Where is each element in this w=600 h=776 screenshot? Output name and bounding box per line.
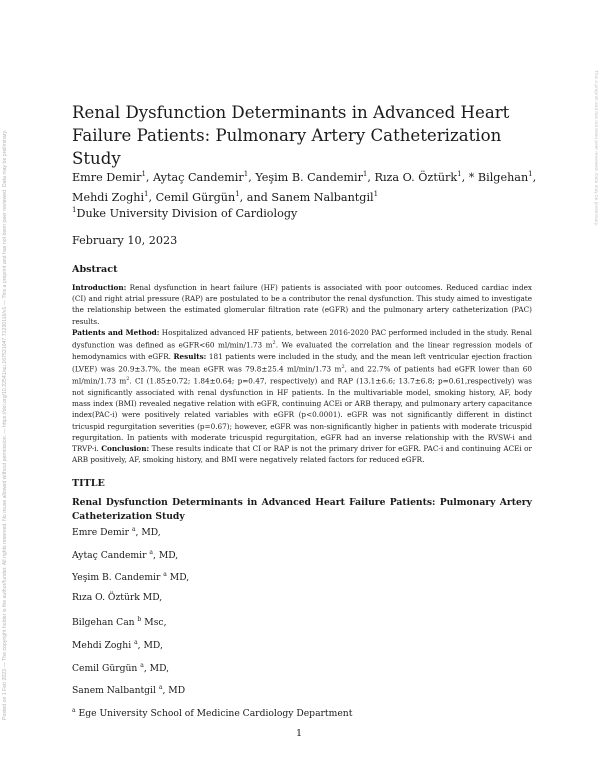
author-name: Rıza O. Öztürk: [374, 171, 458, 184]
results-text-3: . CI (1.85±0.72; 1.84±0.64; p=0.47, respectively) and RAP (13.1±6.6; 13.7±6.8; p=0.61,respectively) was not significantly associated with renal dysfunction in HF patients. In the multivariable model, smoking history, AF, body mass index (BMI) revealed negative relation with eGFR, continuing ACEi or ARB therapy, and pulmonary artery capacitance index(PAC-i) were positively related variables with eGFR (p<0.0001). eGFR was not significantly different in distinct tricuspid regurgitation severities (p=0.67); however, eGFR was non-significantly higher in patients with moderate tricuspid regurgitation. In patients with moderate tricuspid regurgitation, eGFR had an inverse relationship with the RVSW-i and TRVP-i.: [72, 376, 532, 454]
results-sup-2: 2: [126, 376, 130, 383]
results-label: Results:: [173, 351, 207, 361]
author-line-name: Bilgehan Can: [72, 617, 135, 629]
preprint-sidebar-notice: Posted on 1 Feb 2023 — The copyright holder is the author/funder. All rights reserved. No reuse allowed without permission. — https://doi.org/10.22541/au.167521047.71230116/v1 — This a preprint and has not been peer reviewed. Data may be preliminary.: [2, 129, 8, 720]
preprint-right-notice: This a preprint and has not been peer reviewed. Data may be preliminary.: [593, 70, 598, 227]
author-line-credentials: Msc,: [141, 617, 167, 629]
title-section-heading: TITLE: [72, 478, 105, 489]
author-name: Cemil Gürgün: [155, 191, 236, 204]
methods-text-2: . We evaluated the correlation and the linear regression models of hemodynamics with eGFR.: [72, 340, 532, 361]
abstract-heading: Abstract: [72, 264, 118, 275]
results-text-2: , and 22.7% of patients had eGFR lower than 60 ml/min/1.73 m: [72, 364, 532, 386]
author-name: Yeşim B. Candemir: [255, 171, 363, 184]
author-line: [72, 546, 532, 569]
affiliation-marker: 1: [72, 206, 77, 214]
affiliation-text: Duke University Division of Cardiology: [76, 207, 298, 220]
author-separator: ,: [145, 171, 154, 184]
author-line-marker: a: [163, 571, 167, 579]
author-line: [72, 659, 532, 682]
author-conjunction: and: [246, 191, 268, 204]
affiliation: [72, 206, 297, 220]
author-name: * Bilgehan: [468, 171, 529, 184]
author-name: Emre Demir: [72, 171, 142, 184]
author-line-name: Rıza O. Öztürk MD,: [72, 591, 163, 603]
author-line-name: Mehdi Zoghi: [72, 639, 132, 651]
author-affiliation-marker: 1: [141, 170, 146, 178]
author-line: [72, 591, 532, 614]
author-line: [72, 568, 532, 591]
author-affiliation-marker: 1: [362, 170, 368, 178]
author-line-marker: a: [158, 684, 163, 692]
author-block: [72, 166, 542, 206]
author-separator: ,: [461, 171, 469, 184]
author-separator: ,: [367, 171, 375, 184]
author-line-credentials: , MD,: [137, 639, 163, 651]
author-line-marker: a: [131, 526, 136, 533]
author-separator: ,: [248, 171, 256, 184]
author-affiliation-marker: 1: [528, 170, 533, 178]
department-line: [72, 704, 532, 721]
author-line-name: Aytaç Candemir: [72, 549, 147, 561]
author-affiliation-marker: 1: [457, 170, 462, 178]
results-text: 181 patients were included in the study, and the mean left ventricular ejection fraction (LVEF) was 20.9±3.7%, the mean eGFR was 79.8±25.4 ml/min/1.73 m: [72, 351, 532, 374]
author-line-credentials: , MD,: [135, 527, 161, 538]
author-line-name: Cemil Gürgün: [72, 662, 138, 674]
author-name: Aytaç Candemir: [153, 171, 244, 184]
results-sup: 2: [341, 363, 345, 370]
author-separator: ,: [239, 191, 247, 204]
author-line-name: Emre Demir: [72, 527, 130, 538]
intro-label: Introduction:: [72, 283, 127, 292]
methods-label: Patients and Method:: [72, 327, 160, 337]
intro-text: Renal dysfunction in heart failure (HF) patients is associated with poor outcomes. Reduced cardiac index (CI) and right atrial pressure (RAP) are postulated to be a contributor the renal dysfunction. This study aimed to investigate the relationship between the estimated glomerular filtration rate (eGFR) and the pulmonary artery catheterization (PAC) results.: [72, 283, 532, 326]
author-line-name: Sanem Nalbantgil: [72, 685, 156, 697]
author-affiliation-marker: 1: [144, 190, 149, 198]
author-separator: ,: [532, 171, 537, 184]
author-line-credentials: , MD,: [143, 662, 170, 674]
author-line-marker: a: [140, 661, 144, 669]
author-affiliation-marker: 1: [373, 190, 379, 198]
author-line: [72, 636, 532, 659]
author-affiliation-marker: 1: [235, 190, 240, 198]
author-line-credentials: , MD: [162, 685, 186, 697]
methods-sup: 2: [272, 340, 276, 347]
author-line: [72, 681, 532, 704]
methods-text: Hospitalized advanced HF patients, between 2016-2020 PAC performed included in the study. Renal dysfunction was defined as eGFR<60 ml/min/1.73 m: [72, 327, 532, 350]
author-separator: ,: [148, 191, 156, 204]
department-marker: a: [72, 706, 76, 714]
page-number: 1: [296, 728, 303, 739]
author-line-credentials: MD,: [166, 572, 190, 584]
title-section-subtitle: Renal Dysfunction Determinants in Advanced Heart Failure Patients: Pulmonary Artery Catheterization Study: [72, 497, 532, 522]
publication-date: February 10, 2023: [72, 234, 178, 247]
conclusion-label: Conclusion:: [101, 444, 150, 454]
abstract-body: [72, 282, 532, 465]
author-affiliation-marker: 1: [243, 170, 249, 178]
author-line-name: Yeşim B. Candemir: [72, 572, 161, 584]
author-line: [72, 613, 532, 636]
author-name: Sanem Nalbantgil: [271, 191, 374, 204]
department-text: Ege University School of Medicine Cardiology Department: [75, 707, 353, 719]
author-line-marker: a: [149, 548, 153, 556]
author-list: [72, 523, 532, 721]
conclusion-text: These results indicate that CI or RAP is not the primary driver for eGFR. PAC-i and continuing ACEi or ARB positively, AF, smoking history, and BMI were negatively related factors for reduced eGFR.: [72, 444, 532, 465]
paper-title: Renal Dysfunction Determinants in Advanced Heart Failure Patients: Pulmonary Artery Catheterization Study: [72, 103, 510, 168]
author-line-marker: a: [134, 638, 138, 646]
author-line-credentials: , MD,: [152, 549, 179, 561]
author-name: Mehdi Zoghi: [72, 191, 145, 204]
author-line-marker: b: [137, 616, 142, 624]
author-line: [72, 523, 532, 546]
